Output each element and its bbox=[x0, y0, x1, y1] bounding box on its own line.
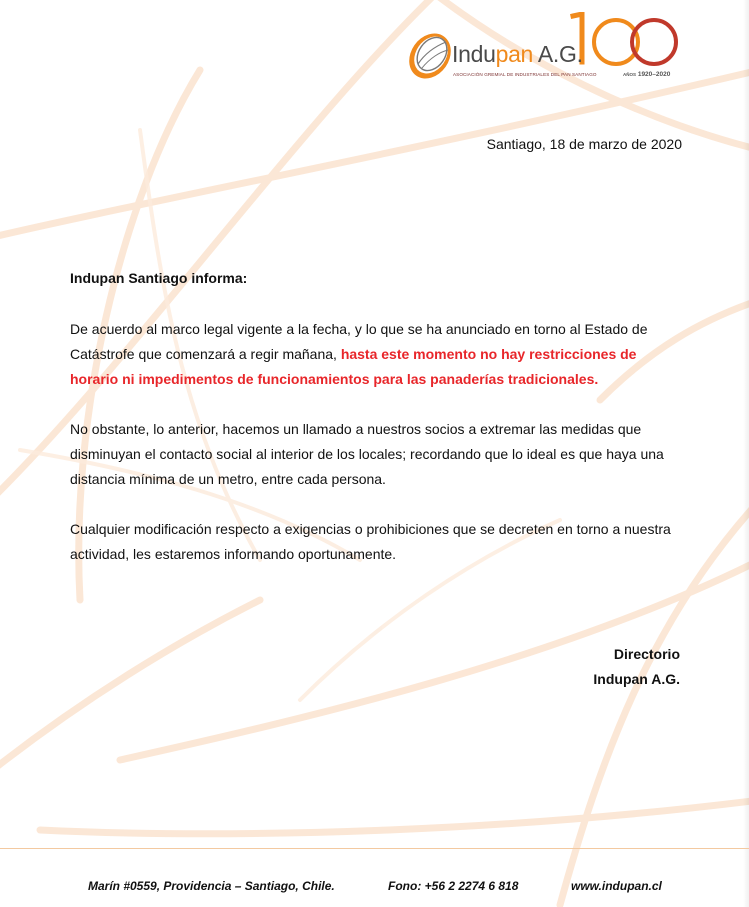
logo-years-range: 1920–2020 bbox=[637, 71, 671, 78]
logo-brand-prefix: Indu bbox=[452, 41, 496, 67]
logo-tagline: ASOCIACIÓN GREMIAL DE INDUSTRIALES DEL PAN SANTIAGO bbox=[453, 72, 597, 77]
indupan-logo bbox=[406, 12, 691, 90]
logo-years-label: AÑOS bbox=[623, 72, 637, 77]
signature-line-1: Directorio bbox=[613, 646, 680, 662]
letter-date: Santiago, 18 de marzo de 2020 bbox=[486, 136, 682, 152]
signature-block bbox=[480, 642, 680, 692]
footer-phone: Fono: +56 2 2274 6 818 bbox=[388, 879, 519, 893]
page-edge-shadow bbox=[743, 0, 749, 907]
paragraph-legal-status bbox=[70, 317, 682, 392]
letter-heading: Indupan Santiago informa: bbox=[70, 270, 248, 286]
paragraph-recommendations: No obstante, lo anterior, hacemos un llamado a nuestros socios a extremar las medidas que disminuyan el contacto social al interior de los locales; recordando que lo ideal es que haya una distancia mínima de un metro, entre cada persona. bbox=[70, 421, 664, 487]
paragraph-highlight: hasta este momento no hay restricciones de horario ni impedimentos de funcionamientos para las panaderías tradicionales. bbox=[70, 346, 637, 387]
logo-wordmark bbox=[452, 42, 583, 66]
footer-divider bbox=[0, 848, 749, 849]
logo-brand-suffix: A.G. bbox=[533, 41, 583, 67]
logo-years bbox=[623, 71, 670, 78]
footer-address: Marín #0559, Providencia – Santiago, Chile. bbox=[88, 879, 335, 893]
signature-line-2: Indupan A.G. bbox=[593, 671, 680, 687]
footer-website: www.indupan.cl bbox=[571, 879, 662, 893]
logo-brand-accent: pan bbox=[495, 41, 534, 67]
paragraph-updates: Cualquier modificación respecto a exigencias o prohibiciones que se decreten en torno a nuestra actividad, les estaremos informando oportunamente. bbox=[70, 521, 671, 562]
paragraph-legal-status-text: De acuerdo al marco legal vigente a la fecha, y lo que se ha anunciado en torno al Estado de Catástrofe que comenzará a regir mañana, bbox=[70, 321, 648, 362]
